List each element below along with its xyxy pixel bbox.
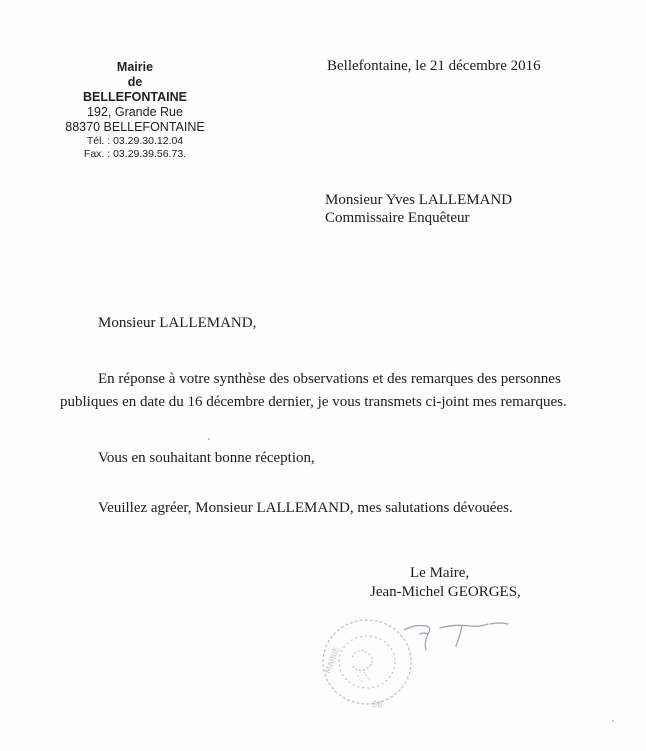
svg-text:88: 88 <box>372 700 383 709</box>
signatory-name: Jean-Michel GEORGES, <box>370 584 521 600</box>
sender-letterhead <box>40 60 230 161</box>
handwritten-signature-icon <box>390 610 530 660</box>
body-paragraph-line2: publiques en date du 16 décembre dernier, je vous transmets ci-joint mes remarques. <box>60 394 567 410</box>
reception-line: Vous en souhaitant bonne réception, <box>98 450 315 466</box>
body-paragraph <box>60 368 590 414</box>
closing-line: Veuillez agréer, Monsieur LALLEMAND, mes salutations dévouées. <box>98 500 513 516</box>
signatory-title: Le Maire, <box>410 565 470 581</box>
recipient-title: Commissaire Enquêteur <box>325 210 470 226</box>
salutation: Monsieur LALLEMAND, <box>98 315 257 331</box>
recipient-block <box>325 191 512 227</box>
body-paragraph-line1: En réponse à votre synthèse des observations et des remarques des personnes <box>98 371 561 387</box>
sender-line-mairie: Mairie <box>116 60 154 74</box>
sender-city: 88370 BELLEFONTAINE <box>65 120 205 134</box>
paper-speck <box>208 438 210 440</box>
date-line: Bellefontaine, le 21 décembre 2016 <box>327 58 541 74</box>
recipient-name: Monsieur Yves LALLEMAND <box>325 192 513 208</box>
svg-text:MAIRIE: MAIRIE <box>323 645 342 675</box>
sender-fax: Fax. : 03.29.39.56.73. <box>83 148 187 160</box>
sender-tel: Tél. : 03.29.30.12.04 <box>86 135 184 147</box>
sender-line-de: de <box>127 75 143 89</box>
paper-speck <box>612 720 614 722</box>
sender-town: BELLEFONTAINE <box>83 90 187 104</box>
sender-address: 192, Grande Rue <box>87 105 183 119</box>
